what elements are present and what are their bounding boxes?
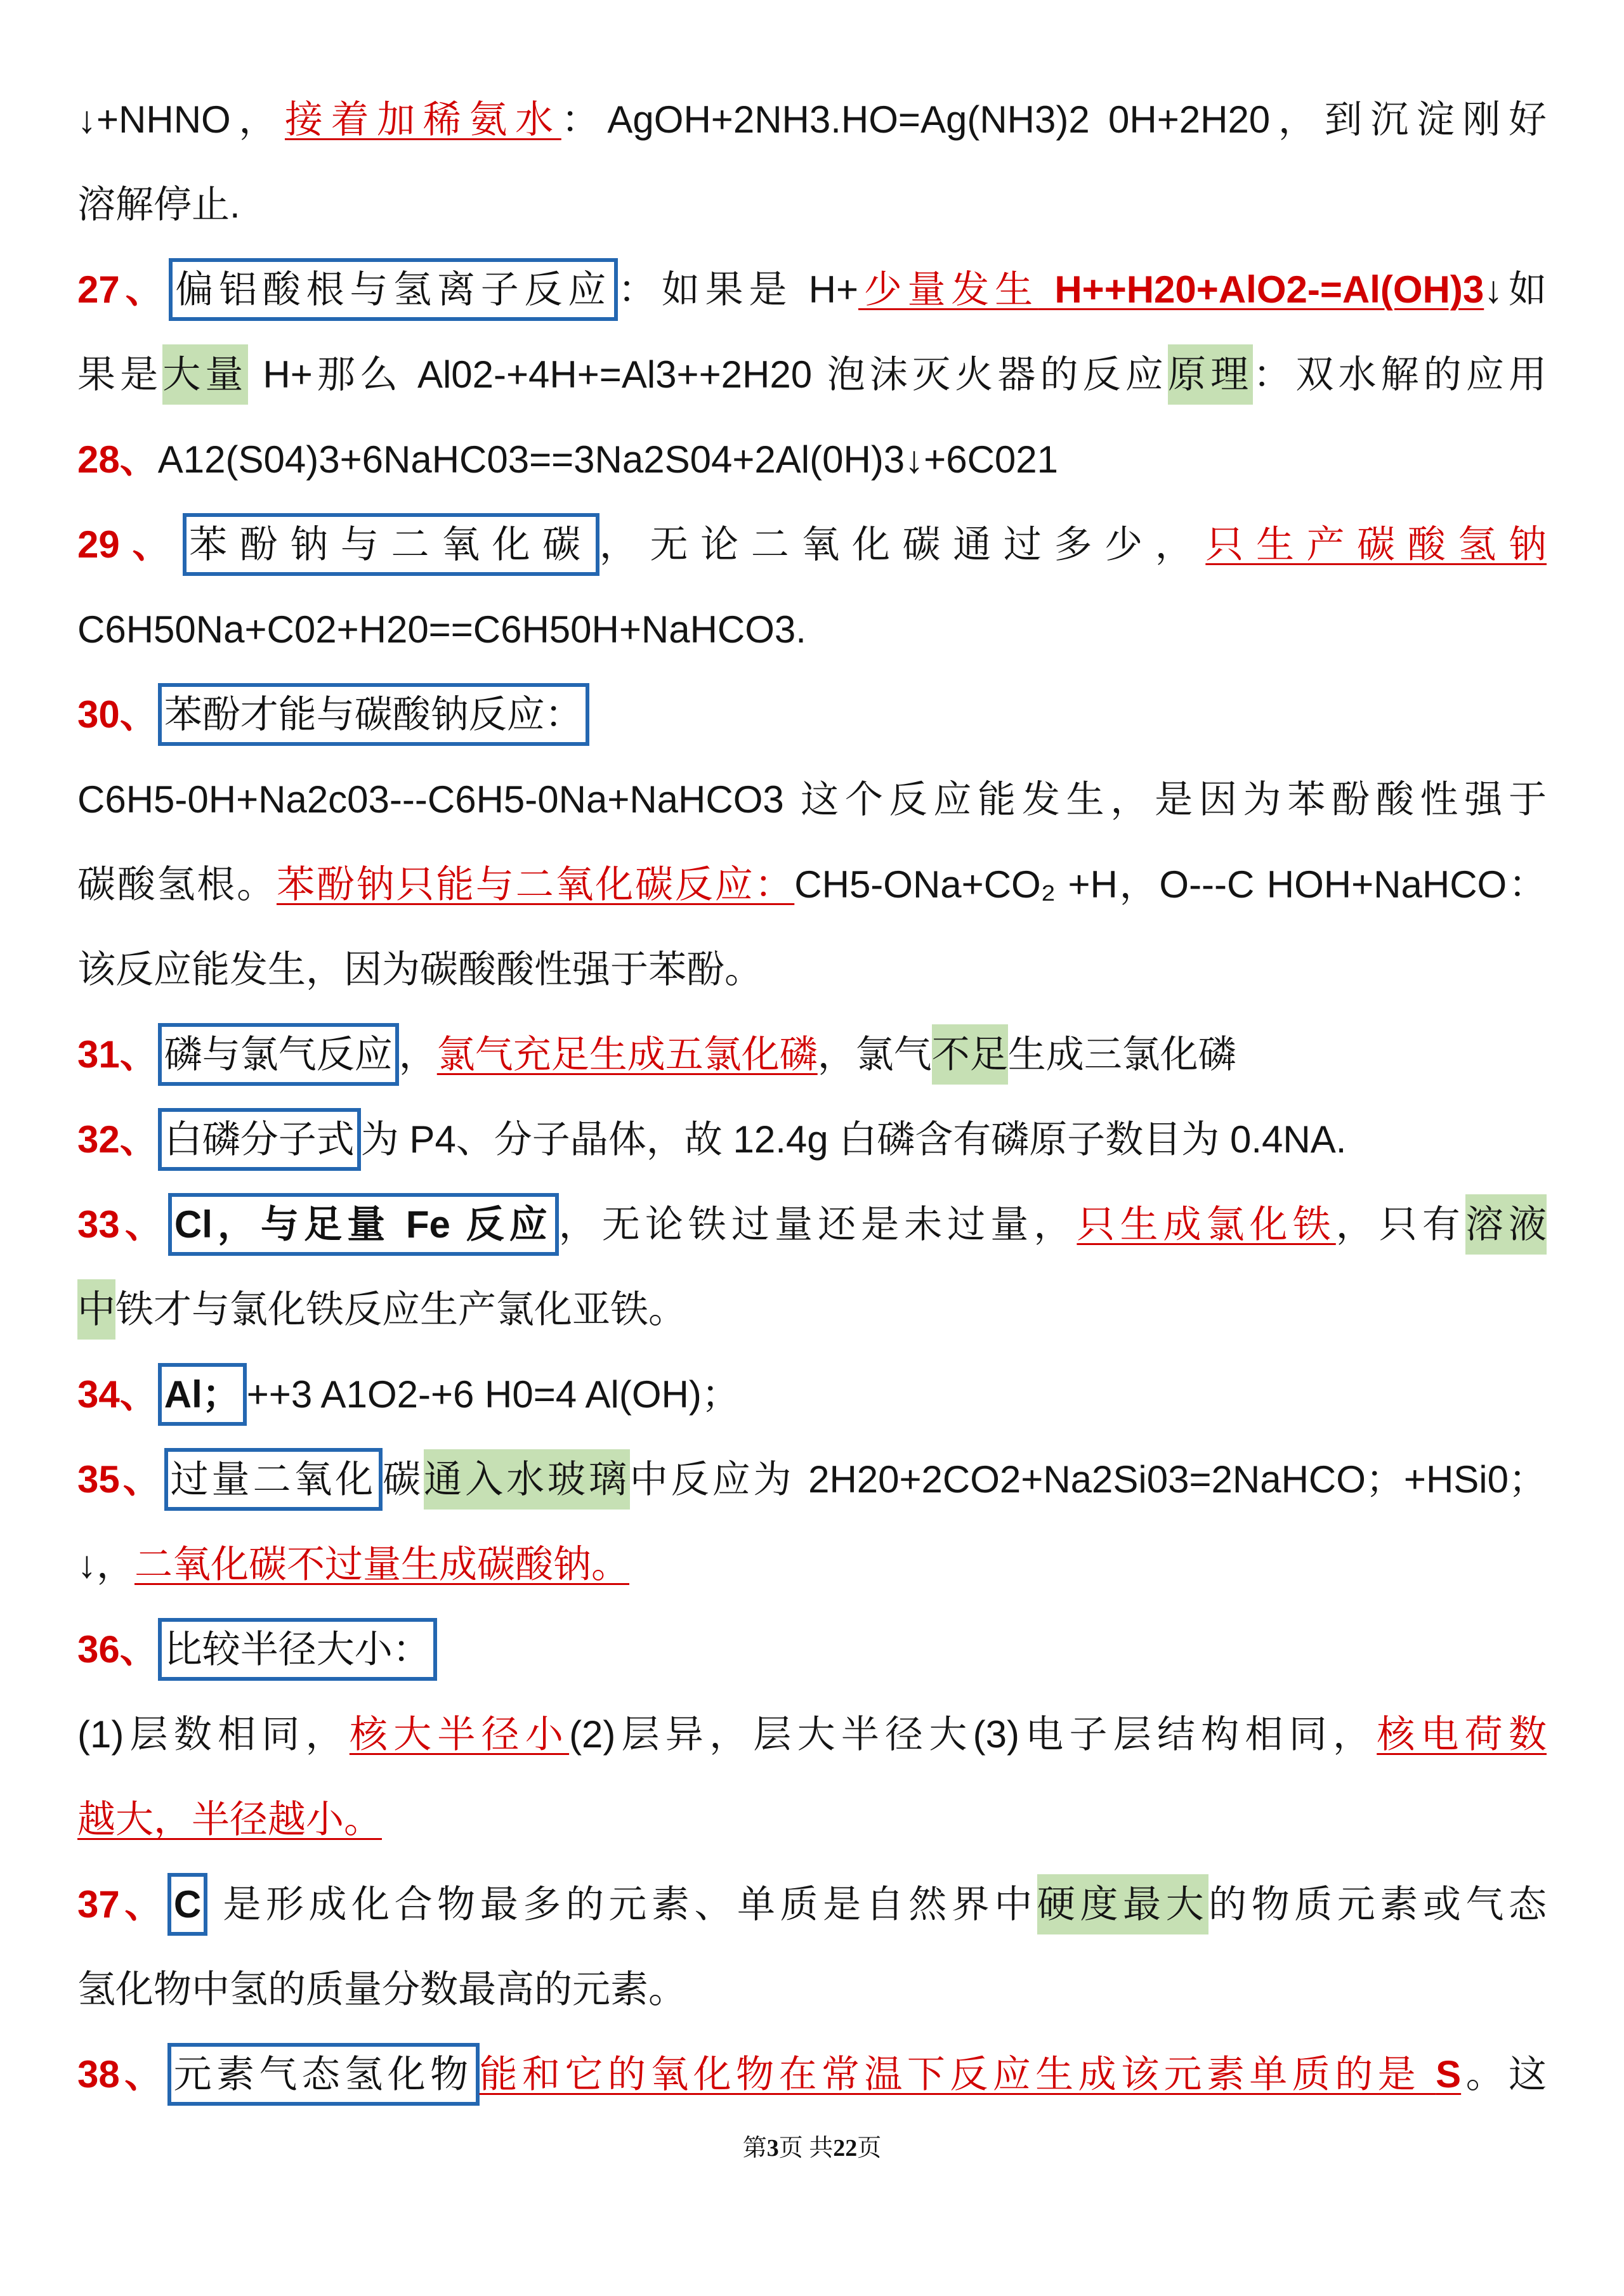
item-number: 38、 [77, 2053, 167, 2096]
body-text: ，无论二氧化碳通过多少， [599, 523, 1206, 566]
item-number: 29、 [77, 523, 183, 566]
text-line [77, 587, 1547, 672]
text-line [77, 757, 1547, 842]
footer-text: 页 [857, 2135, 882, 2162]
text-line [77, 927, 1547, 1012]
item-number: 28、 [77, 438, 158, 481]
body-text: 中反应为 2H20+2CO2+Na2Si03=2NaHCO；+HSi0； [629, 1458, 1547, 1501]
body-text: A12(S04)3+6NaHC03==3Na2S04+2Al(0H)3↓+6C021 [157, 438, 1059, 481]
body-text: (2)层异，层大半径大(3)电子层结构相同， [569, 1713, 1377, 1756]
body-text: 溶解停止. [77, 183, 240, 226]
red-underlined-text: 只生成氯化铁 [1077, 1203, 1336, 1246]
text-line [77, 2032, 1547, 2117]
body-text: 生成三氯化磷 [1007, 1033, 1236, 1076]
boxed-term: Cl，与足量 Fe 反应 [168, 1193, 559, 1256]
footer-text: 页 共 [778, 2135, 834, 2162]
body-text: ：AgOH+2NH3.HO=Ag(NH3)2 0H+2H20，到沉淀刚好 [561, 98, 1547, 141]
boxed-term: 过量二氧化 [164, 1448, 383, 1511]
red-underlined-text: 核电荷数 [1377, 1713, 1547, 1756]
body-text: 该反应能发生，因为碳酸酸性强于苯酚。 [77, 948, 763, 991]
body-text: CH5-ONa+CO₂ +H，O---C HOH+NaHCO： [794, 863, 1547, 906]
document-body [77, 77, 1547, 2117]
body-text: 碳酸氢根。 [77, 863, 277, 906]
red-underlined-text: 二氧化碳不过量生成碳酸钠。 [134, 1543, 629, 1586]
item-number: 27、 [77, 268, 169, 311]
page-number: 3 [766, 2135, 779, 2162]
red-underlined-text: 能和它的氧化物在常温下反应生成该元素单质的是 [479, 2053, 1436, 2096]
red-underlined-text: 接着加稀氨水 [284, 98, 561, 141]
highlighted-text: 原理 [1168, 344, 1253, 405]
body-text: 碳 [383, 1458, 424, 1501]
boxed-term: 元素气态氢化物 [167, 2043, 480, 2106]
highlighted-text: 不足 [932, 1024, 1008, 1085]
item-number: 35、 [77, 1458, 164, 1501]
text-line [77, 1267, 1547, 1352]
body-text: ：双水解的应用 [1253, 353, 1547, 396]
body-text: ↓， [77, 1543, 134, 1586]
text-line [77, 332, 1547, 417]
boxed-term: C [167, 1873, 207, 1936]
boxed-term: Al； [158, 1363, 247, 1426]
text-line [77, 1692, 1547, 1777]
body-text: ：如果是 H+ [618, 268, 858, 311]
boxed-term: 白磷分子式 [158, 1108, 361, 1171]
body-text: ↓如 [1484, 268, 1547, 311]
boxed-term: 苯酚才能与碳酸钠反应： [158, 683, 589, 746]
item-number: 31、 [77, 1033, 158, 1076]
item-number: 33、 [77, 1203, 168, 1246]
item-number: 37、 [77, 1883, 167, 1926]
highlighted-text: 大量 [162, 344, 247, 405]
footer-text: 第 [742, 2135, 767, 2162]
boxed-term: 偏铝酸根与氢离子反应 [169, 258, 618, 321]
item-number: 30、 [77, 693, 158, 736]
text-line [77, 1607, 1547, 1692]
body-text: ，无论铁过量还是未过量， [558, 1203, 1077, 1246]
text-line [77, 417, 1547, 502]
body-text: ↓+NHNO， [77, 98, 285, 141]
red-underlined-text: 核大半径小 [349, 1713, 570, 1756]
red-underlined-text: H++H20+AlO2-=Al(OH)3 [1038, 268, 1484, 311]
boxed-term: 苯酚钠与二氧化碳 [183, 513, 599, 576]
body-text: 氢化物中氢的质量分数最高的元素。 [77, 1968, 686, 2011]
body-text: 为 P4、分子晶体，故 12.4g 白磷含有磷原子数目为 0.4NA. [360, 1118, 1347, 1161]
boxed-term: 比较半径大小： [158, 1618, 437, 1681]
text-line [77, 1012, 1547, 1097]
text-line [77, 1947, 1547, 2032]
text-line [77, 842, 1547, 927]
text-line [77, 1352, 1547, 1437]
body-text: 是形成化合物最多的元素、单质是自然界中 [207, 1883, 1037, 1926]
text-line [77, 77, 1547, 162]
page-footer [0, 2134, 1624, 2163]
body-text: ，只有 [1335, 1203, 1465, 1246]
text-line [77, 1522, 1547, 1607]
boxed-term: 磷与氯气反应 [158, 1023, 399, 1086]
text-line [77, 162, 1547, 247]
red-underlined-text: 只生产碳酸氢钠 [1205, 523, 1547, 566]
text-line [77, 1777, 1547, 1862]
item-number: 34、 [77, 1373, 158, 1416]
item-number: 32、 [77, 1118, 158, 1161]
text-line [77, 1097, 1547, 1182]
text-line [77, 672, 1547, 757]
body-text: 铁才与氯化铁反应生产氯化亚铁。 [115, 1288, 686, 1331]
red-underlined-text: S [1436, 2053, 1462, 2096]
red-underlined-text: 少量发生 [858, 268, 1038, 311]
body-text: 果是 [77, 353, 163, 396]
highlighted-text: 溶液 [1465, 1194, 1547, 1255]
body-text: C6H5-0H+Na2c03---C6H5-0Na+NaHCO3 这个反应能发生，是因为苯酚酸性强于 [77, 778, 1547, 821]
body-text: C6H50Na+C02+H20==C6H50H+NaHCO3. [77, 608, 806, 651]
text-line [77, 1437, 1547, 1522]
body-text: 。这 [1461, 2053, 1547, 2096]
text-line [77, 247, 1547, 332]
body-text: ++3 A1O2-+6 H0=4 Al(OH)； [246, 1373, 740, 1416]
text-line [77, 502, 1547, 587]
highlighted-text: 硬度最大 [1037, 1874, 1208, 1934]
body-text: ，氯气 [817, 1033, 932, 1076]
highlighted-text: 中 [77, 1279, 115, 1340]
text-line [77, 1182, 1547, 1267]
body-text: (1)层数相同， [77, 1713, 350, 1756]
red-underlined-text: 越大，半径越小。 [77, 1798, 382, 1841]
text-line [77, 1862, 1547, 1947]
item-number: 36、 [77, 1628, 158, 1671]
highlighted-text: 通入水玻璃 [424, 1449, 630, 1510]
red-underlined-text: 氯气充足生成五氯化磷 [436, 1033, 818, 1076]
body-text: H+那么 Al02-+4H+=Al3++2H20 泡沫灭火器的反应 [247, 353, 1168, 396]
red-underlined-text: 苯酚钠只能与二氧化碳反应： [276, 863, 795, 906]
body-text: 的物质元素或气态 [1208, 1883, 1547, 1926]
page-number: 22 [833, 2135, 858, 2162]
body-text: ， [398, 1033, 437, 1076]
